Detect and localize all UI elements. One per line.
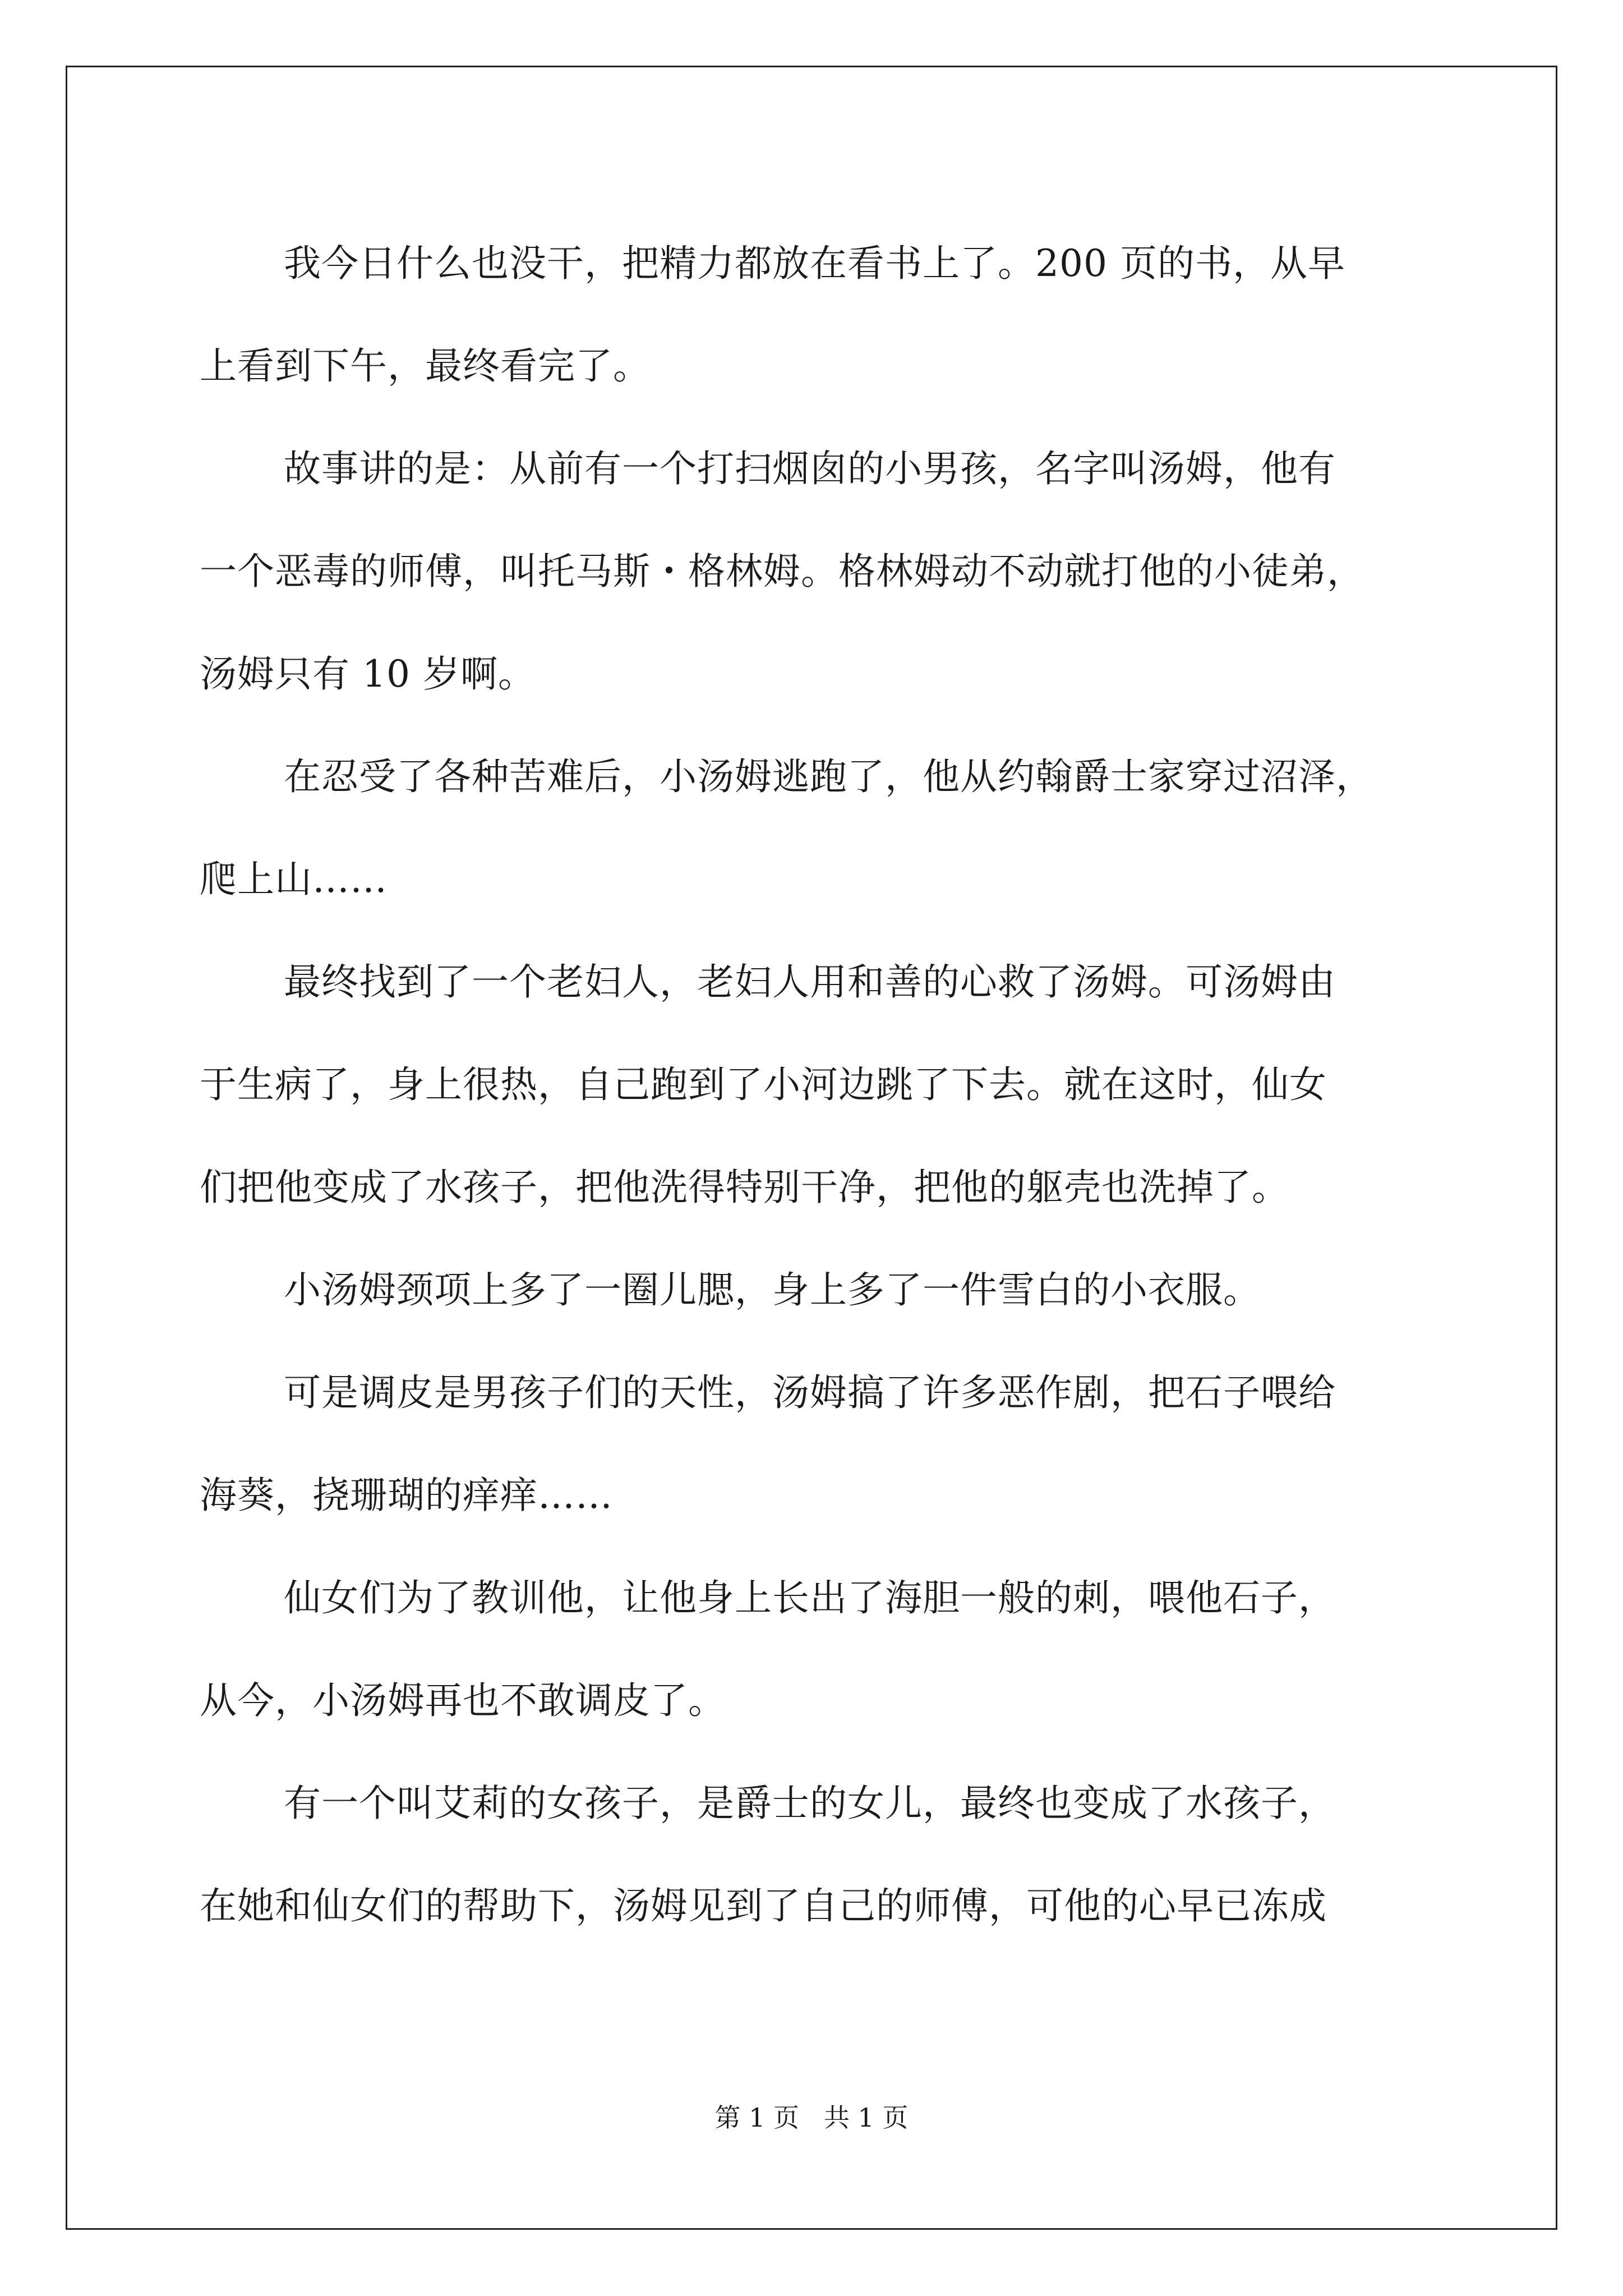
text-line: 汤姆只有 10 岁啊。 [200,652,536,696]
text-line: 有一个叫艾莉的女孩子，是爵士的女儿，最终也变成了水孩子， [284,1782,1336,1825]
text-line: 们把他变成了水孩子，把他洗得特别干净，把他的躯壳也洗掉了。 [200,1166,1289,1209]
text-line: 海葵，挠珊瑚的痒痒…… [200,1474,613,1517]
text-line: 在忍受了各种苦难后，小汤姆逃跑了，他从约翰爵士家穿过沼泽， [284,755,1373,798]
page-footer: 第 1 页 共 1 页 [714,2102,909,2133]
document-body [200,212,1433,1957]
text-line: 故事讲的是：从前有一个打扫烟囱的小男孩，名字叫汤姆，他有 [284,447,1336,490]
text-line: 于生病了，身上很热，自己跑到了小河边跳了下去。就在这时，仙女 [200,1063,1327,1106]
text-line: 一个恶毒的师傅，叫托马斯・格林姆。格林姆动不动就打他的小徒弟， [200,550,1364,593]
text-line: 上看到下午，最终看完了。 [200,344,651,388]
text-line: 仙女们为了教训他，让他身上长出了海胆一般的刺，喂他石子， [284,1576,1336,1619]
text-line: 从今，小汤姆再也不敢调皮了。 [200,1679,726,1722]
text-line: 爬上山…… [200,858,388,901]
text-line: 最终找到了一个老妇人，老妇人用和善的心救了汤姆。可汤姆由 [284,960,1336,1004]
text-line: 我今日什么也没干，把精力都放在看书上了。200 页的书，从早 [284,242,1345,285]
text-line: 小汤姆颈项上多了一圈儿腮，身上多了一件雪白的小衣服。 [284,1268,1261,1312]
text-line: 可是调皮是男孩子们的天性，汤姆搞了许多恶作剧，把石子喂给 [284,1371,1336,1414]
text-line: 在她和仙女们的帮助下，汤姆见到了自己的师傅，可他的心早已冻成 [200,1884,1327,1927]
